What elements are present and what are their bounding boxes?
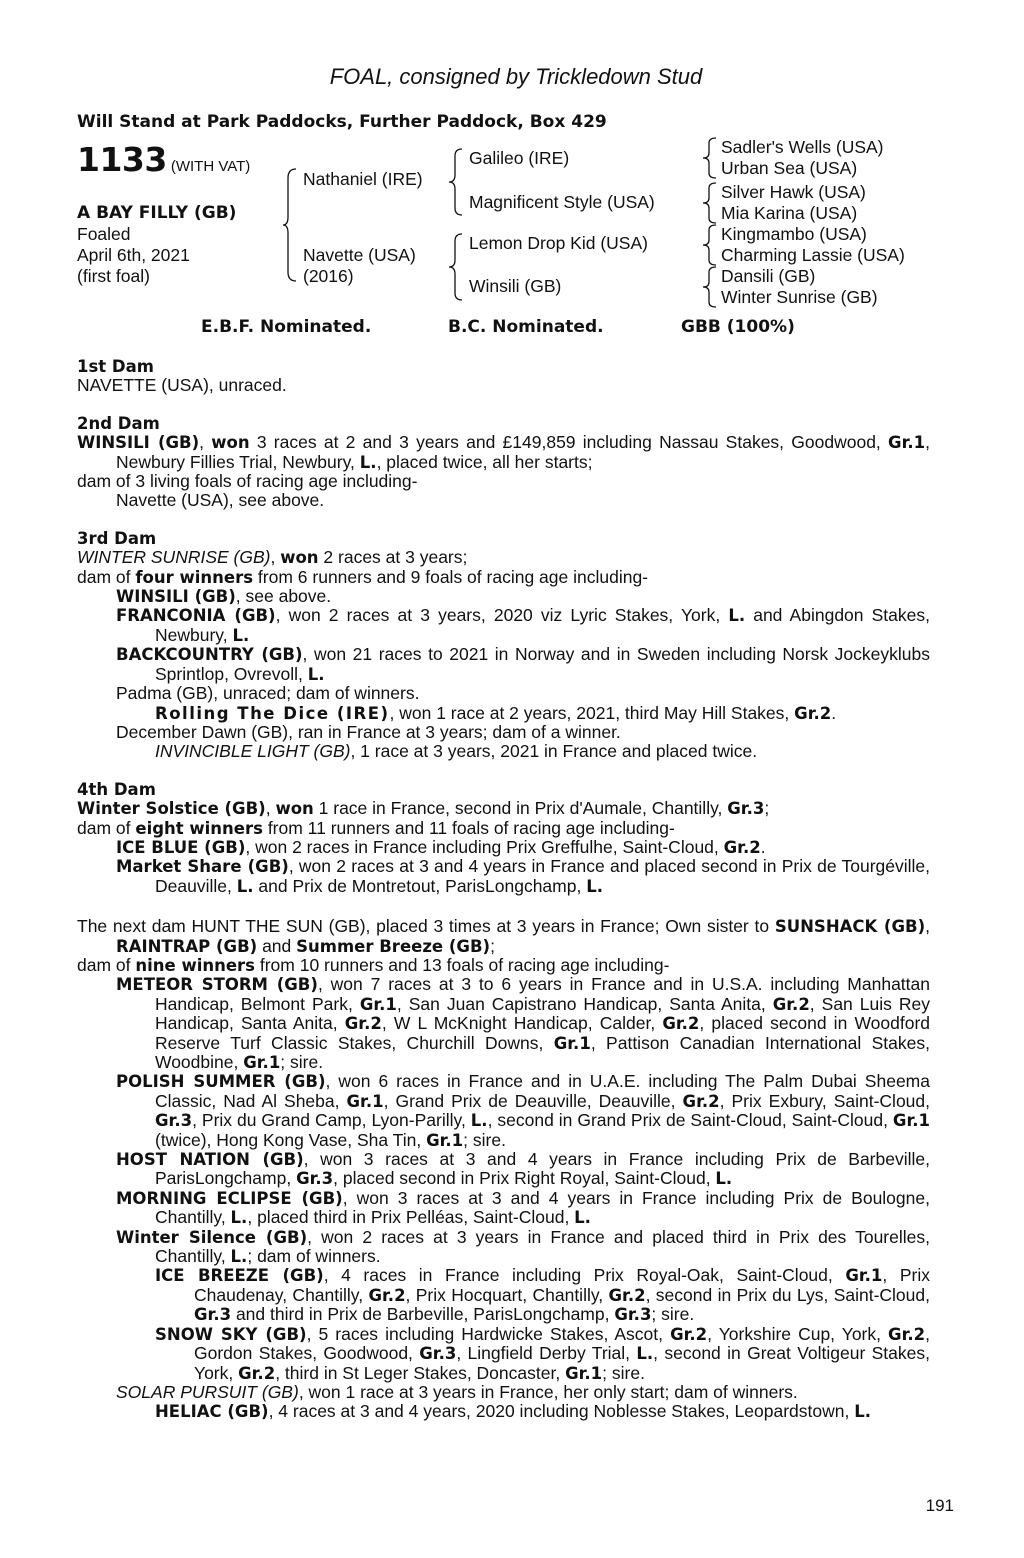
next-dam-produce-summary: dam of nine winners from 10 runners and 13 foals of racing age including- [77, 954, 670, 975]
second-dam-heading: 2nd Dam [77, 413, 160, 433]
pedigree-brace [702, 137, 718, 179]
third-dam-produce-summary: dam of four winners from 6 runners and 9 foals of racing age including- [77, 566, 649, 587]
grandsire-1: Sadler's Wells (USA) [721, 137, 884, 157]
dam-name: Navette (USA) [303, 245, 416, 265]
grandsire-6: Charming Lassie (USA) [721, 245, 905, 265]
foaled-label: Foaled [77, 224, 131, 244]
horse-name: WINSILI (GB) [77, 433, 200, 453]
first-dam-text: NAVETTE (USA), unraced. [77, 375, 287, 396]
produce-entry: MORNING ECLIPSE (GB), won 3 races at 3 and 4 years in France including Prix de Boulogne, Chantilly, L., placed third in Prix Pelléas, Saint-Cloud, L. [116, 1187, 930, 1228]
produce-entry: December Dawn (GB), ran in France at 3 years; dam of a winner. [116, 721, 621, 742]
horse-name: A BAY FILLY (GB) [77, 203, 237, 223]
foaled-date: April 6th, 2021 [77, 245, 190, 265]
dam-year: (2016) [303, 266, 354, 286]
second-dam-produce-summary: dam of 3 living foals of racing age including- [77, 471, 418, 492]
grandsire-3: Silver Hawk (USA) [721, 182, 866, 202]
produce-entry: Market Share (GB), won 2 races at 3 and 4 years in France and placed second in Prix de Tourgéville, Deauville, L. and Prix de Montretout, ParisLongchamp, L. [116, 856, 930, 896]
produce-entry: ICE BREEZE (GB), 4 races in France including Prix Royal-Oak, Saint-Cloud, Gr.1, Prix Chaudenay, Chantilly, Gr.2, Prix Hocquart, Chantilly, Gr.2, second in Prix du Lys, Saint-Cloud, Gr.3 and third in Prix de Barbeville, ParisLongchamp, Gr.3; sire. [155, 1265, 930, 1325]
first-foal-note: (first foal) [77, 266, 150, 286]
sire-sire: Galileo (IRE) [469, 148, 570, 168]
produce-record [77, 357, 930, 1422]
produce-entry: HOST NATION (GB), won 3 races at 3 and 4 years in France including Prix de Barbeville, ParisLongchamp, Gr.3, placed second in Prix Right Royal, Saint-Cloud, L. [116, 1149, 930, 1189]
produce-entry: HELIAC (GB), 4 races at 3 and 4 years, 2020 including Noblesse Stakes, Leopardstown, L. [155, 1401, 871, 1422]
pedigree-brace [702, 224, 718, 266]
dam-dam: Winsili (GB) [469, 276, 562, 296]
produce-entry: Rolling The Dice (IRE), won 1 race at 2 years, 2021, third May Hill Stakes, Gr.2. [155, 702, 837, 723]
third-dam-heading: 3rd Dam [77, 528, 157, 548]
bc-nomination: B.C. Nominated. [448, 317, 604, 337]
grandsire-2: Urban Sea (USA) [721, 158, 858, 178]
produce-entry: METEOR STORM (GB), won 7 races at 3 to 6 years in France and in U.S.A. including Manhattan Handicap, Belmont Park, Gr.1, San Juan Capistrano Handicap, Santa Anita, Gr.2, San Luis Rey Handicap, Santa Anita, Gr.2, W L McKnight Handicap, Calder, Gr.2, placed second in Woodford Reserve Turf Classic Stakes, Churchill Downs, Gr.1, Pattison Canadian International Stakes, Woodbine, Gr.1; sire. [116, 974, 931, 1072]
pedigree-brace [702, 182, 718, 224]
won-label: won [211, 433, 250, 453]
third-dam-record: WINTER SUNRISE (GB), won 2 races at 3 years; [77, 547, 468, 568]
fourth-dam-heading: 4th Dam [77, 779, 156, 799]
horse-name: WINTER SUNRISE (GB) [77, 547, 271, 568]
listed-label: L. [359, 452, 377, 472]
pedigree-brace [448, 233, 464, 301]
fourth-dam-produce-summary: dam of eight winners from 11 runners and 11 foals of racing age including- [77, 817, 675, 838]
pedigree-brace [282, 168, 298, 282]
produce-entry: INVINCIBLE LIGHT (GB), 1 race at 3 years, 2021 in France and placed twice. [155, 741, 758, 762]
grandsire-5: Kingmambo (USA) [721, 224, 867, 244]
produce-entry: WINSILI (GB), see above. [116, 586, 332, 607]
consignor-header: FOAL, consigned by Trickledown Stud [329, 64, 703, 89]
stand-location: Will Stand at Park Paddocks, Further Paddock, Box 429 [77, 112, 607, 132]
page-number: 191 [925, 1496, 954, 1515]
grandsire-4: Mia Karina (USA) [721, 203, 858, 223]
dam-sire: Lemon Drop Kid (USA) [469, 233, 648, 253]
next-dam-record: The next dam HUNT THE SUN (GB), placed 3 times at 3 years in France; Own sister to SUNSHACK (GB), RAINTRAP (GB) and Summer Breeze (GB); [77, 916, 930, 956]
sire-name: Nathaniel (IRE) [303, 169, 423, 189]
gbb-rating: GBB (100%) [681, 317, 795, 337]
lot-number-block [77, 140, 250, 179]
won-label: won [280, 548, 319, 568]
grade-label: Gr.1 [888, 433, 926, 453]
grandsire-7: Dansili (GB) [721, 266, 816, 286]
vat-label: (WITH VAT) [170, 158, 251, 175]
produce-entry: POLISH SUMMER (GB), won 6 races in France and in U.A.E. including The Palm Dubai Sheema Classic, Nad Al Sheba, Gr.1, Grand Prix de Deauville, Deauville, Gr.2, Prix Exbury, Saint-Cloud, Gr.3, Prix du Grand Camp, Lyon-Parilly, L., second in Grand Prix de Saint-Cloud, Saint-Cloud, Gr.1 (twice), Hong Kong Vase, Sha Tin, Gr.1; sire. [116, 1071, 931, 1150]
produce-entry: Winter Silence (GB), won 2 races at 3 years in France and placed third in Prix des Tourelles, Chantilly, L.; dam of winners. [116, 1226, 930, 1267]
ebf-nomination: E.B.F. Nominated. [201, 317, 372, 337]
fourth-dam-record: Winter Solstice (GB), won 1 race in France, second in Prix d'Aumale, Chantilly, Gr.3; [77, 798, 770, 819]
grandsire-8: Winter Sunrise (GB) [721, 287, 878, 307]
pedigree-brace [702, 266, 718, 308]
produce-entry: ICE BLUE (GB), won 2 races in France including Prix Greffulhe, Saint-Cloud, Gr.2. [116, 836, 766, 857]
pedigree-brace [448, 148, 464, 216]
sire-dam: Magnificent Style (USA) [469, 192, 655, 212]
first-dam-heading: 1st Dam [77, 357, 154, 376]
produce-entry: SOLAR PURSUIT (GB), won 1 race at 3 years in France, her only start; dam of winners. [116, 1381, 798, 1402]
lot-number: 1133 [77, 140, 167, 179]
produce-entry: BACKCOUNTRY (GB), won 21 races to 2021 in Norway and in Sweden including Norsk Jockeyklubs Sprintlop, Ovrevoll, L. [116, 644, 930, 684]
produce-entry: FRANCONIA (GB), won 2 races at 3 years, 2020 viz Lyric Stakes, York, L. and Abingdon Stakes, Newbury, L. [116, 605, 930, 645]
produce-entry: Padma (GB), unraced; dam of winners. [116, 683, 420, 704]
produce-entry: SNOW SKY (GB), 5 races including Hardwicke Stakes, Ascot, Gr.2, Yorkshire Cup, York, Gr.2, Gordon Stakes, Goodwood, Gr.3, Lingfield Derby Trial, L., second in Great Voltigeur Stakes, York, Gr.2, third in St Leger Stakes, Doncaster, Gr.1; sire. [155, 1323, 930, 1383]
produce-entry: Navette (USA), see above. [116, 490, 325, 511]
second-dam-record: WINSILI (GB), won 3 races at 2 and 3 years and £149,859 including Nassau Stakes, Goodwood, Gr.1, Newbury Fillies Trial, Newbury, L., placed twice, all her starts; [77, 432, 930, 472]
